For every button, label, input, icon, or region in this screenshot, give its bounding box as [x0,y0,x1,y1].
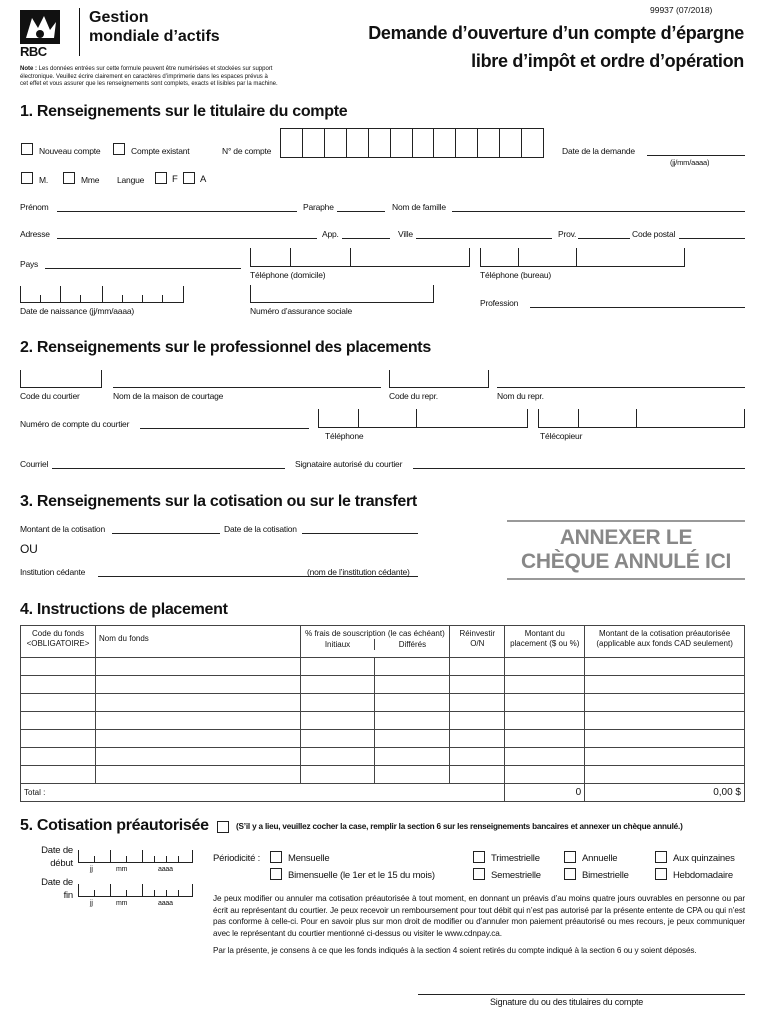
pac-cell[interactable] [585,730,745,748]
fund-code-cell[interactable] [21,676,96,694]
apt-field[interactable] [342,238,390,239]
fax-divider [744,409,745,428]
existing-account-checkbox[interactable] [113,143,125,155]
postal-field[interactable] [679,238,745,239]
dob-tick [20,286,21,303]
dob-tick [40,295,41,303]
weekly-checkbox[interactable] [655,868,667,880]
phone-divider [416,409,417,428]
account-digit-box[interactable] [346,128,368,158]
semimonthly-label: Bimensuelle (le 1er et le 15 du mois) [288,870,435,881]
date-tick [78,884,79,897]
fund-name-cell[interactable] [95,730,300,748]
cheque-box [507,520,745,580]
home-phone-label: Téléphone (domicile) [250,270,326,280]
reinvest-cell[interactable] [450,712,505,730]
col-fee [300,626,450,658]
col-pac [585,626,745,658]
section-5-title: 5. Cotisation préautorisée [20,817,209,834]
start-jj: jj [90,866,93,873]
form-title-line-1: Demande d’ouverture d’un compte d’épargne [368,23,744,43]
lang-f-checkbox[interactable] [155,172,167,184]
dealer-code-field[interactable] [20,370,102,388]
date-tick [154,890,155,897]
work-phone-label: Téléphone (bureau) [480,270,552,280]
table-row[interactable] [21,694,745,712]
fund-name-cell[interactable] [95,748,300,766]
account-digit-box[interactable] [390,128,412,158]
existing-account-label: Compte existant [131,146,190,156]
prov-field[interactable] [578,238,630,239]
phone-divider [358,409,359,428]
fee-deferred-cell[interactable] [375,676,450,694]
table-row[interactable] [21,766,745,784]
amount-cell[interactable] [505,676,585,694]
end-date-label-1: Date de [41,877,73,888]
col-fund-name [95,626,300,658]
date-tick [94,856,95,863]
amount-cell[interactable] [505,658,585,676]
reinvest-cell[interactable] [450,694,505,712]
total-label-cell [21,784,505,802]
fee-initial-cell[interactable] [300,694,375,712]
amount-cell[interactable] [505,694,585,712]
dob-label: Date de naissance (jj/mm/aaaa) [20,306,135,316]
dob-tick [80,295,81,303]
investment-table [20,625,745,802]
fee-deferred-cell[interactable] [375,658,450,676]
institution-label: Institution cédante [20,567,86,577]
rbc-wordmark: RBC [20,44,47,59]
table-row[interactable] [21,712,745,730]
request-date-format: (jj/mm/aaaa) [670,158,710,167]
amount-field[interactable] [112,533,220,534]
fee-deferred-cell[interactable] [375,748,450,766]
apt-label: App. [322,229,339,239]
phone-divider [518,248,519,267]
dob-tick [162,295,163,303]
phone-divider [527,409,528,428]
initials-label: Paraphe [303,202,334,212]
form-title-line-2: libre d’impôt et ordre d’opération [471,51,744,71]
language-label: Langue [117,175,145,185]
fee-initial-cell[interactable] [300,766,375,784]
signature-label: Signature du ou des titulaires du compte [490,997,644,1007]
fund-code-cell[interactable] [21,730,96,748]
date-tick [110,850,111,863]
account-digit-box[interactable] [477,128,499,158]
sin-tick [250,285,251,303]
fee-deferred-cell[interactable] [375,730,450,748]
col-amount-2: placement ($ ou %) [510,639,580,648]
start-date-label-2: début [50,858,73,869]
profession-field[interactable] [530,307,745,308]
date-tick [166,890,167,897]
note-line-1: Les données entrées sur cette formule peuvent être numérisées et stockées sur support [37,66,273,72]
reinvest-cell[interactable] [450,676,505,694]
phone-divider [469,248,470,267]
pac-cell[interactable] [585,658,745,676]
form-number: 99937 (07/2018) [650,5,713,15]
pac-cell[interactable] [585,748,745,766]
fund-code-cell[interactable] [21,658,96,676]
col-fee-initial: Initiaux [324,640,351,649]
rep-name-field[interactable] [497,387,745,388]
semimonthly-checkbox[interactable] [270,868,282,880]
signature-field[interactable] [418,994,745,995]
dob-tick [142,295,143,303]
rep-name-label: Nom du repr. [497,391,544,401]
city-label: Ville [398,229,413,239]
start-mm: mm [116,866,128,873]
reinvest-cell[interactable] [450,766,505,784]
signatory-label: Signataire autorisé du courtier [295,459,403,469]
col-fund-name-label: Nom du fonds [98,634,149,643]
date-field[interactable] [302,533,418,534]
fund-code-cell[interactable] [21,766,96,784]
pac-consent: Par la présente, je consens à ce que les fonds indiqués à la section 4 soient retirés du compte indiqué à la section 6 ou y soient déposés. [213,946,697,955]
monthly-checkbox[interactable] [270,851,282,863]
account-digit-box[interactable] [499,128,521,158]
account-digit-box[interactable] [433,128,455,158]
total-label: Total : [24,788,46,797]
or-label: OU [20,542,38,556]
email-label: Courriel [20,459,49,469]
col-fund-code-1: Code du fonds [31,629,85,638]
end-jj: jj [90,900,93,907]
account-digit-box[interactable] [280,128,302,158]
profession-label: Profession [480,298,519,308]
col-fund-code-2: <OBLIGATOIRE> [26,639,90,648]
end-mm: mm [116,900,128,907]
reinvest-cell[interactable] [450,658,505,676]
table-row[interactable] [21,748,745,766]
quarterly-checkbox[interactable] [473,851,485,863]
lang-a-checkbox[interactable] [183,172,195,184]
start-date-field[interactable] [78,850,193,863]
dob-field[interactable] [20,286,184,303]
semiannual-label: Semestrielle [491,870,541,881]
phone-divider [576,248,577,267]
date-tick [178,856,179,863]
start-aaaa: aaaa [158,866,173,873]
col-fund-code [21,626,96,658]
account-digit-box[interactable] [302,128,324,158]
pac-cell[interactable] [585,766,745,784]
phone-divider [480,248,481,267]
date-tick [126,890,127,897]
sin-field[interactable] [250,285,434,303]
dealer-code-label: Code du courtier [20,391,80,401]
last-name-field[interactable] [452,211,745,212]
table-header-row [21,626,745,658]
pac-cell[interactable] [585,712,745,730]
account-digit-box[interactable] [412,128,434,158]
dob-tick [183,286,184,303]
new-account-checkbox[interactable] [21,143,33,155]
dob-tick [102,286,103,303]
frequency-label: Périodicité : [213,853,261,864]
annual-label: Annuelle [582,853,618,864]
amount-label: Montant de la cotisation [20,524,105,534]
col-fee-deferred: Différés [374,639,449,650]
cheque-line-1: ANNEXER LE [559,526,693,549]
date-tick [110,884,111,897]
note-label: Note : [20,66,37,72]
section-2-title: 2. Renseignements sur le professionnel des placements [20,339,431,356]
biweekly-checkbox[interactable] [655,851,667,863]
account-digit-box[interactable] [455,128,477,158]
date-tick [94,890,95,897]
account-number-label: N° de compte [222,146,272,156]
brand-line-2: mondiale d’actifs [89,28,220,45]
country-field[interactable] [45,268,241,269]
rbc-logo [18,8,66,60]
date-tick [192,850,193,863]
phone-divider [318,409,319,428]
date-tick [178,890,179,897]
account-digit-box[interactable] [368,128,390,158]
first-name-label: Prénom [20,202,49,212]
pac-terms: Je peux modifier ou annuler ma cotisation préautorisée à tout moment, en donnant un préavis d’au moins quatre jours ouvrables en personne ou par écrit au représentant du courtier. Je peux recevoir un remboursement pour tout débit qui n’est pas autorisé par la présente entente de CPA ou qui n’est pas conforme à celle-ci. Pour en savoir plus sur mon droit de modifier ou d’annuler mon paiement préautorisé ou mes recours, je peux communiquer avec le représentant du courtier mentionné ci-dessus ou visiter le www.cdnpay.ca. [213,894,745,938]
prov-label: Prov. [558,229,577,239]
signatory-field[interactable] [413,468,745,469]
postal-label: Code postal [632,229,676,239]
total-pac-cell [585,784,745,802]
dealer-account-label: Numéro de compte du courtier [20,419,130,429]
fee-deferred-cell[interactable] [375,694,450,712]
fund-code-cell[interactable] [21,712,96,730]
institution-name-label: (nom de l’institution cédante) [307,567,410,577]
reinvest-cell[interactable] [450,730,505,748]
date-tick [78,850,79,863]
fund-name-cell[interactable] [95,766,300,784]
phone-divider [250,248,251,267]
address-label: Adresse [20,229,50,239]
date-tick [192,884,193,897]
end-aaaa: aaaa [158,900,173,907]
total-amount-cell [505,784,585,802]
note-line-3: cet effet et vous assurer que les renseignements sont complets, exacts et lisibles par la machine. [20,81,278,87]
lang-f-label: F [172,174,178,185]
table-row[interactable] [21,730,745,748]
note-text [20,66,290,89]
first-name-field[interactable] [57,211,297,212]
table-row[interactable] [21,676,745,694]
amount-cell[interactable] [505,766,585,784]
home-phone-field[interactable] [250,248,470,267]
work-phone-field[interactable] [480,248,685,267]
col-reinvest-1: Réinvestir [459,629,496,638]
account-number-boxes[interactable] [280,128,544,158]
fund-code-cell[interactable] [21,748,96,766]
last-name-label: Nom de famille [392,202,446,212]
fund-code-cell[interactable] [21,694,96,712]
date-tick [154,856,155,863]
rep-code-field[interactable] [389,370,489,388]
col-pac-1: Montant de la cotisation préautorisée [599,629,731,638]
dealer-account-field[interactable] [140,428,309,429]
pac-checkbox[interactable] [217,821,229,833]
rep-phone-field[interactable] [318,409,528,428]
phone-divider [290,248,291,267]
note-line-2: électronique. Veuillez écrire clairement en caractères d’imprimerie dans les espaces prévus à [20,73,268,80]
pac-cell[interactable] [585,694,745,712]
phone-divider [684,248,685,267]
email-field[interactable] [52,468,285,469]
fee-deferred-cell[interactable] [375,712,450,730]
fax-divider [578,409,579,428]
fee-initial-cell[interactable] [300,676,375,694]
table-total-row [21,784,745,802]
col-reinvest-2: O/N [470,639,485,648]
dealer-name-field[interactable] [113,387,381,388]
fund-name-cell[interactable] [95,712,300,730]
start-date-label-1: Date de [41,845,73,856]
rep-fax-field[interactable] [538,409,745,428]
fax-divider [636,409,637,428]
country-label: Pays [20,259,39,269]
rep-phone-label: Téléphone [325,431,364,441]
table-row[interactable] [21,658,745,676]
date-tick [142,884,143,897]
fee-initial-cell[interactable] [300,730,375,748]
pac-cell[interactable] [585,676,745,694]
fee-deferred-cell[interactable] [375,766,450,784]
fee-initial-cell[interactable] [300,658,375,676]
phone-divider [350,248,351,267]
fund-name-cell[interactable] [95,676,300,694]
bimonthly-checkbox[interactable] [564,868,576,880]
annual-checkbox[interactable] [564,851,576,863]
cheque-line-2: CHÈQUE ANNULÉ ICI [521,550,731,573]
city-field[interactable] [416,238,552,239]
amount-cell[interactable] [505,748,585,766]
reinvest-cell[interactable] [450,748,505,766]
fund-name-cell[interactable] [95,694,300,712]
col-pac-2: (applicable aux fonds CAD seulement) [596,639,733,648]
quarterly-label: Trimestrielle [491,853,540,864]
col-fee-label: % frais de souscription (le cas échéant) [305,629,445,638]
end-date-label-2: fin [63,890,73,901]
initials-field[interactable] [337,211,385,212]
total-pac: 0,00 $ [713,787,741,798]
fund-name-cell[interactable] [95,658,300,676]
rep-code-label: Code du repr. [389,391,438,401]
semiannual-checkbox[interactable] [473,868,485,880]
mr-checkbox[interactable] [21,172,33,184]
account-digit-box[interactable] [324,128,346,158]
sin-label: Numéro d’assurance sociale [250,306,353,316]
mrs-label: Mme [81,175,100,185]
dob-tick [60,286,61,303]
col-reinvest [450,626,505,658]
mr-label: M. [39,175,49,185]
address-field[interactable] [57,238,317,239]
pac-instruction: (S’il y a lieu, veuillez cocher la case, remplir la section 6 sur les renseignements bancaires et annexer un chèque annulé.) [236,822,683,831]
date-label: Date de la cotisation [224,524,297,534]
dealer-name-label: Nom de la maison de courtage [113,391,224,401]
fee-initial-cell[interactable] [300,748,375,766]
rep-fax-label: Télécopieur [540,431,583,441]
bimonthly-label: Bimestrielle [582,870,629,881]
total-amount: 0 [575,787,582,798]
request-date-label: Date de la demande [562,146,635,156]
fax-divider [538,409,539,428]
sin-tick [433,285,434,303]
lang-a-label: A [200,174,207,185]
section-4-title: 4. Instructions de placement [20,601,228,618]
date-tick [142,850,143,863]
col-amount [505,626,585,658]
fee-initial-cell[interactable] [300,712,375,730]
new-account-label: Nouveau compte [39,146,101,156]
date-tick [126,856,127,863]
account-digit-box[interactable] [521,128,544,158]
dob-tick [122,295,123,303]
amount-cell[interactable] [505,712,585,730]
biweekly-label: Aux quinzaines [673,853,735,864]
request-date-field[interactable] [647,155,745,156]
amount-cell[interactable] [505,730,585,748]
end-date-field[interactable] [78,884,193,897]
section-1-title: 1. Renseignements sur le titulaire du compte [20,103,348,120]
logo-divider [79,8,80,56]
col-amount-1: Montant du [524,629,565,638]
weekly-label: Hebdomadaire [673,870,733,881]
section-3-title: 3. Renseignements sur la cotisation ou sur le transfert [20,493,417,510]
mrs-checkbox[interactable] [63,172,75,184]
brand-line-1: Gestion [89,9,149,26]
date-tick [166,856,167,863]
monthly-label: Mensuelle [288,853,330,864]
